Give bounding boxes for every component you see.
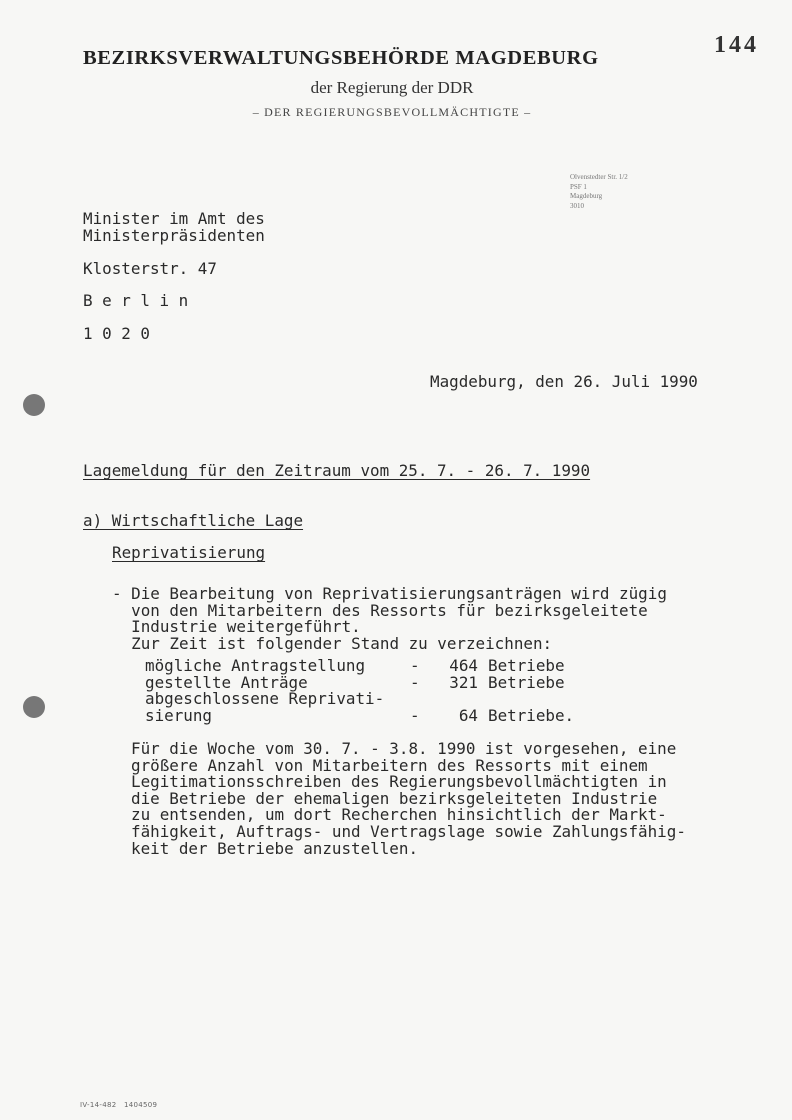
subject-line: Lagemeldung für den Zeitraum vom 25. 7. - 26. 7. 1990	[83, 461, 591, 480]
recipient-line1: Minister im Amt des	[83, 209, 265, 228]
recipient-postcode: 1 0 2 0	[83, 324, 150, 343]
stat-unit: Betriebe.	[488, 705, 575, 725]
recipient-street: Klosterstr. 47	[83, 259, 217, 278]
page-number: 144	[714, 32, 759, 58]
stat-dash: -	[410, 705, 420, 725]
punch-hole	[23, 696, 45, 718]
sender-address	[570, 173, 628, 211]
footer-code: IV-14-482 1404509	[80, 1101, 158, 1109]
paragraph-2: Für die Woche vom 30. 7. - 3.8. 1990 ist vorgesehen, eine größere Anzahl von Mitarbeitern des Ressorts mit einem Legitimationsschreiben des Regierungsbevollmächtigten in die Betriebe der ehemaligen bezirksgeleiteten Industrie zu entsenden, um dort Recherchen hinsichtlich der Markt- fähigkeit, Auftrags- und Vertragslage sowie Zahlungsfähig- keit der Betriebe anzustellen.	[131, 739, 686, 858]
sender-street: Olvenstedter Str. 1/2	[570, 173, 628, 181]
stat-value: 64	[458, 705, 478, 725]
sender-city: Magdeburg	[570, 192, 603, 200]
punch-hole	[23, 394, 45, 416]
stats-row	[145, 691, 574, 724]
recipient-line2: Ministerpräsidenten	[83, 225, 265, 245]
letterhead-title: BEZIRKSVERWALTUNGSBEHÖRDE MAGDEBURG	[83, 47, 599, 69]
letterhead-subtitle: der Regierung der DDR	[310, 78, 474, 97]
stat-dash: -	[410, 656, 420, 675]
sender-psf: PSF 1	[570, 182, 587, 191]
stat-value: 321	[449, 672, 478, 692]
letterhead-subtitle-2: – DER REGIERUNGSBEVOLLMÄCHTIGTE –	[252, 105, 532, 119]
sender-postcode: 3010	[570, 201, 584, 210]
recipient-city: B e r l i n	[83, 291, 189, 310]
stat-value: 464	[449, 656, 478, 675]
stat-unit: Betriebe	[488, 656, 565, 675]
section-heading: a) Wirtschaftliche Lage	[83, 511, 304, 530]
recipient-name	[83, 211, 265, 244]
date-line: Magdeburg, den 26. Juli 1990	[430, 372, 698, 391]
stat-unit: Betriebe	[488, 672, 565, 692]
paragraph-1: - Die Bearbeitung von Reprivatisierungsanträgen wird zügig von den Mitarbeitern des Ressorts für bezirksgeleitete Industrie weitergeführt. Zur Zeit ist folgender Stand zu verzeichnen:	[112, 584, 667, 653]
stat-label: gestellte Anträge	[145, 672, 308, 692]
stat-dash: -	[410, 672, 420, 692]
stat-label: mögliche Antragstellung	[145, 656, 366, 675]
stats-table	[145, 658, 574, 724]
subsection-heading: Reprivatisierung	[112, 543, 266, 562]
stat-label: abgeschlossene Reprivati- sierung	[145, 689, 385, 725]
